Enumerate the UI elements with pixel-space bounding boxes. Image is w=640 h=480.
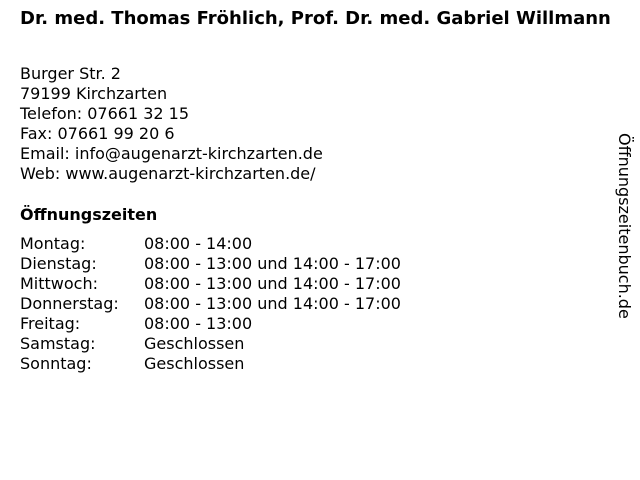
day-label: Donnerstag:: [20, 294, 119, 313]
day-label: Montag:: [20, 234, 86, 253]
day-label: Dienstag:: [20, 254, 97, 273]
opening-hours-heading: Öffnungszeiten: [20, 205, 158, 224]
day-label: Sonntag:: [20, 354, 92, 373]
city: 79199 Kirchzarten: [20, 84, 168, 103]
watermark-text: Öffnungszeitenbuch.de: [615, 133, 634, 319]
hours-value: 08:00 - 13:00 und 14:00 - 17:00: [144, 274, 401, 293]
street-address: Burger Str. 2: [20, 64, 121, 83]
hours-row-monday: [20, 234, 401, 254]
hours-row-wednesday: [20, 274, 401, 294]
hours-row-thursday: [20, 294, 401, 314]
hours-value: 08:00 - 13:00: [144, 314, 253, 333]
page-title: Dr. med. Thomas Fröhlich, Prof. Dr. med. Gabriel Willmann: [20, 8, 611, 29]
website: Web: www.augenarzt-kirchzarten.de/: [20, 164, 316, 183]
day-label: Freitag:: [20, 314, 81, 333]
hours-value: 08:00 - 14:00: [144, 234, 253, 253]
hours-row-tuesday: [20, 254, 401, 274]
opening-hours-table: [20, 234, 401, 374]
email-address: Email: info@augenarzt-kirchzarten.de: [20, 144, 323, 163]
address-block: [20, 64, 323, 184]
hours-row-saturday: [20, 334, 401, 354]
phone-number: Telefon: 07661 32 15: [20, 104, 190, 123]
hours-value: 08:00 - 13:00 und 14:00 - 17:00: [144, 254, 401, 273]
hours-value: 08:00 - 13:00 und 14:00 - 17:00: [144, 294, 401, 313]
hours-value: Geschlossen: [144, 334, 245, 353]
hours-row-friday: [20, 314, 401, 334]
day-label: Samstag:: [20, 334, 96, 353]
fax-number: Fax: 07661 99 20 6: [20, 124, 175, 143]
day-label: Mittwoch:: [20, 274, 98, 293]
hours-value: Geschlossen: [144, 354, 245, 373]
hours-row-sunday: [20, 354, 401, 374]
